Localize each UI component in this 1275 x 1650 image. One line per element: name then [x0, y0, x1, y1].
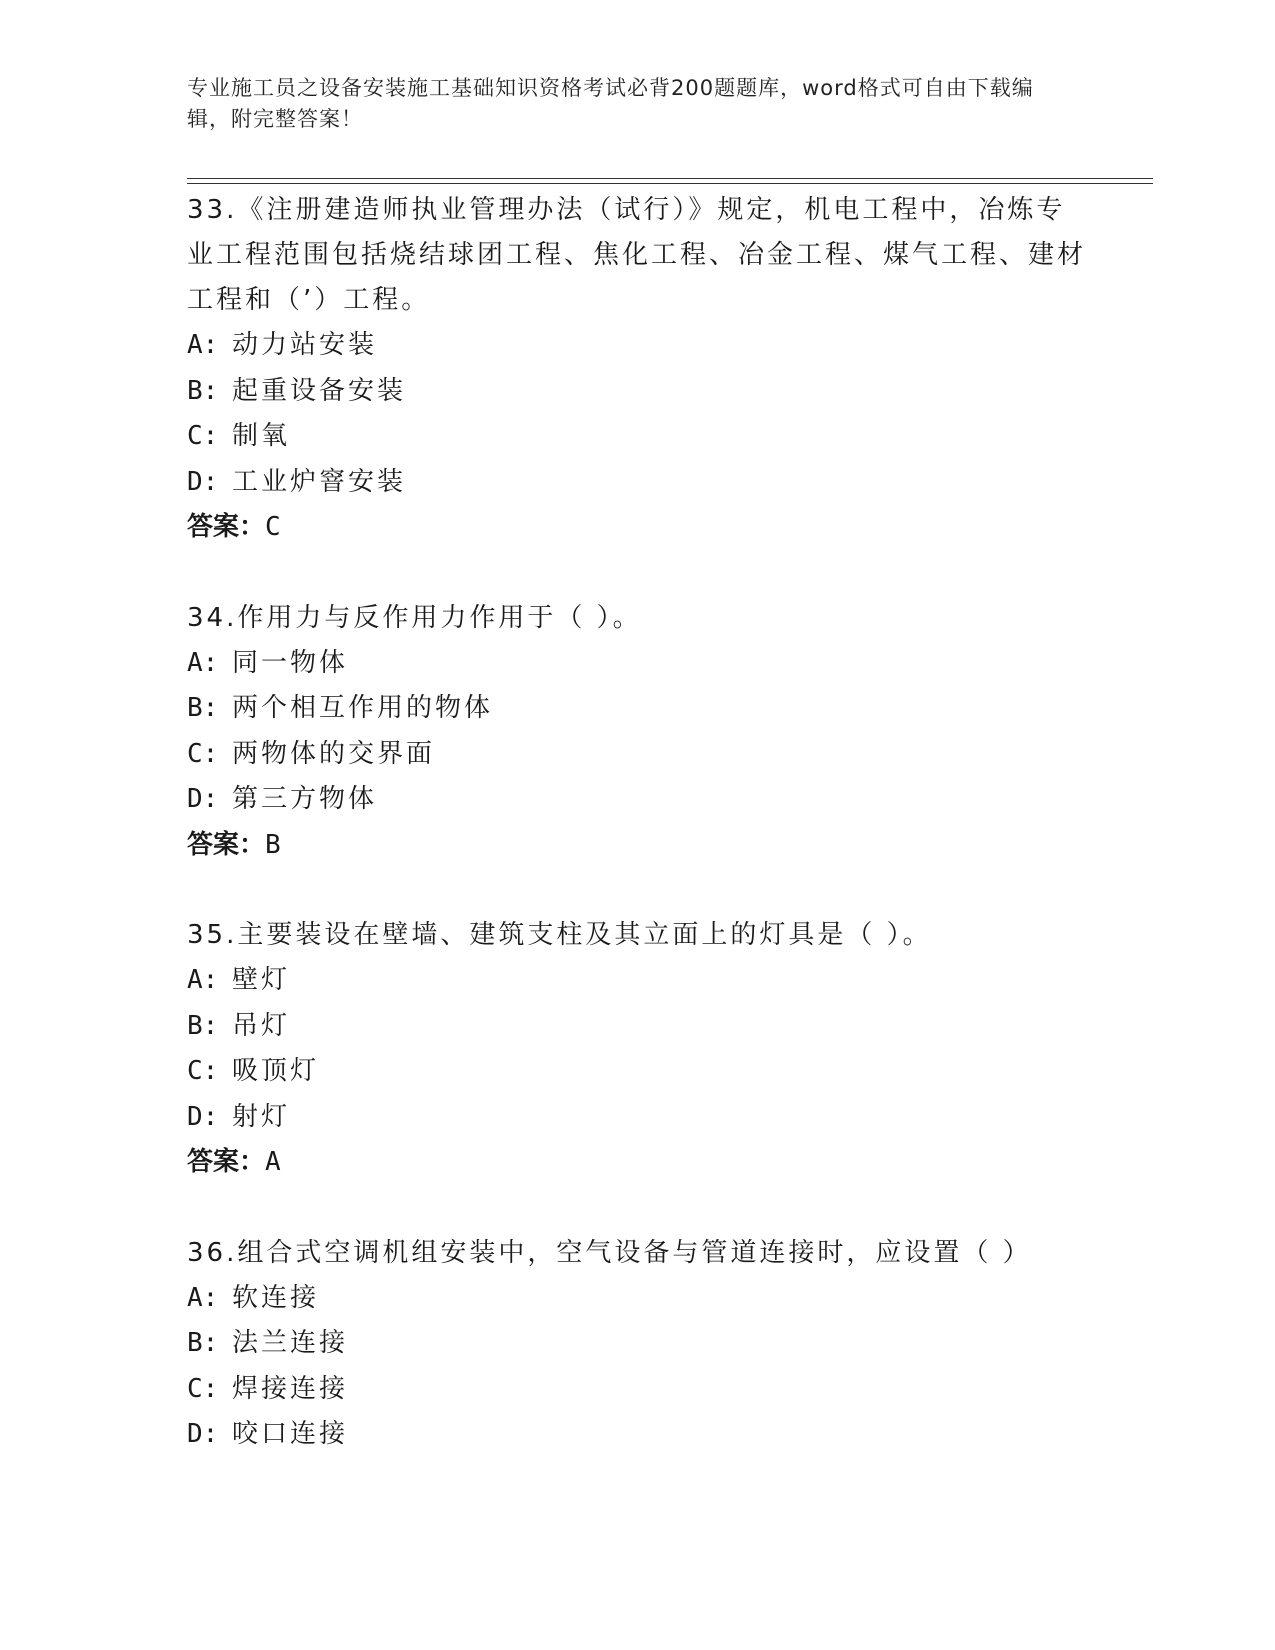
option-text: 第三方物体 — [232, 784, 378, 814]
option-letter: C: — [187, 1056, 219, 1086]
option-letter: B: — [187, 1328, 219, 1358]
answer-value: C — [265, 512, 281, 542]
option-letter: B: — [187, 1010, 219, 1041]
option-letter: D: — [187, 784, 219, 814]
question-34 — [187, 596, 1087, 869]
option-a — [187, 958, 1087, 1004]
question-stem: 33.《注册建造师执业管理办法（试行）》规定，机电工程中，冶炼专业工程范围包括烧结球团工程、焦化工程、冶金工程、煤气工程、建材工程和（’）工程。 — [187, 195, 1087, 315]
answer-label: 答案： — [187, 1147, 266, 1177]
answer-value: B — [265, 829, 281, 860]
option-d — [187, 460, 1087, 506]
option-text: 两个相互作用的物体 — [232, 693, 494, 723]
option-a — [187, 323, 1087, 369]
option-letter: C: — [187, 1373, 219, 1404]
option-a — [187, 641, 1087, 687]
question-list — [187, 188, 1087, 1503]
option-text: 咬口连接 — [232, 1419, 349, 1449]
option-letter: A: — [187, 965, 219, 995]
option-text: 起重设备安装 — [232, 375, 407, 406]
option-c — [187, 732, 1087, 778]
option-b — [187, 369, 1087, 415]
option-text: 壁灯 — [232, 965, 291, 995]
option-letter: C: — [187, 421, 219, 451]
option-text: 动力站安装 — [232, 330, 378, 360]
option-b — [187, 1004, 1087, 1050]
option-d — [187, 777, 1087, 823]
option-letter: B: — [187, 693, 219, 723]
option-letter: A: — [187, 330, 219, 360]
option-c — [187, 1367, 1087, 1413]
option-c — [187, 1049, 1087, 1095]
header-divider-top — [187, 178, 1153, 179]
answer-label: 答案： — [187, 829, 266, 860]
option-d — [187, 1095, 1087, 1141]
option-text: 制氧 — [232, 421, 291, 451]
answer-line — [187, 823, 1087, 869]
answer-value: A — [265, 1147, 281, 1177]
option-letter: D: — [187, 1101, 219, 1132]
option-text: 射灯 — [232, 1101, 291, 1132]
question-33 — [187, 188, 1087, 551]
option-text: 法兰连接 — [232, 1328, 349, 1358]
option-letter: B: — [187, 375, 219, 406]
option-text: 吸顶灯 — [232, 1056, 320, 1086]
option-letter: D: — [187, 466, 219, 497]
option-c — [187, 414, 1087, 460]
option-b — [187, 686, 1087, 732]
option-text: 吊灯 — [232, 1010, 291, 1041]
option-letter: A: — [187, 1282, 219, 1313]
option-text: 软连接 — [232, 1282, 320, 1313]
question-36 — [187, 1231, 1087, 1458]
answer-label: 答案： — [187, 512, 266, 542]
document-header: 专业施工员之设备安装施工基础知识资格考试必背200题题库，word格式可自由下载编辑，附完整答案！ — [187, 76, 1034, 131]
question-stem: 35.主要装设在壁墙、建筑支柱及其立面上的灯具是（ ）。 — [187, 920, 932, 950]
option-text: 同一物体 — [232, 647, 349, 678]
option-b — [187, 1321, 1087, 1367]
answer-line — [187, 1140, 1087, 1186]
option-d — [187, 1412, 1087, 1458]
option-text: 焊接连接 — [232, 1373, 349, 1404]
header-divider-bottom — [187, 183, 1153, 184]
option-text: 两物体的交界面 — [232, 738, 436, 769]
question-stem: 34.作用力与反作用力作用于（ ）。 — [187, 602, 642, 633]
option-letter: C: — [187, 738, 219, 769]
question-35 — [187, 913, 1087, 1186]
option-letter: A: — [187, 647, 219, 678]
option-a — [187, 1276, 1087, 1322]
answer-line — [187, 505, 1087, 551]
option-text: 工业炉窨安装 — [232, 466, 407, 497]
question-stem: 36.组合式空调机组安装中，空气设备与管道连接时，应设置（ ） — [187, 1237, 1032, 1268]
option-letter: D: — [187, 1419, 219, 1449]
